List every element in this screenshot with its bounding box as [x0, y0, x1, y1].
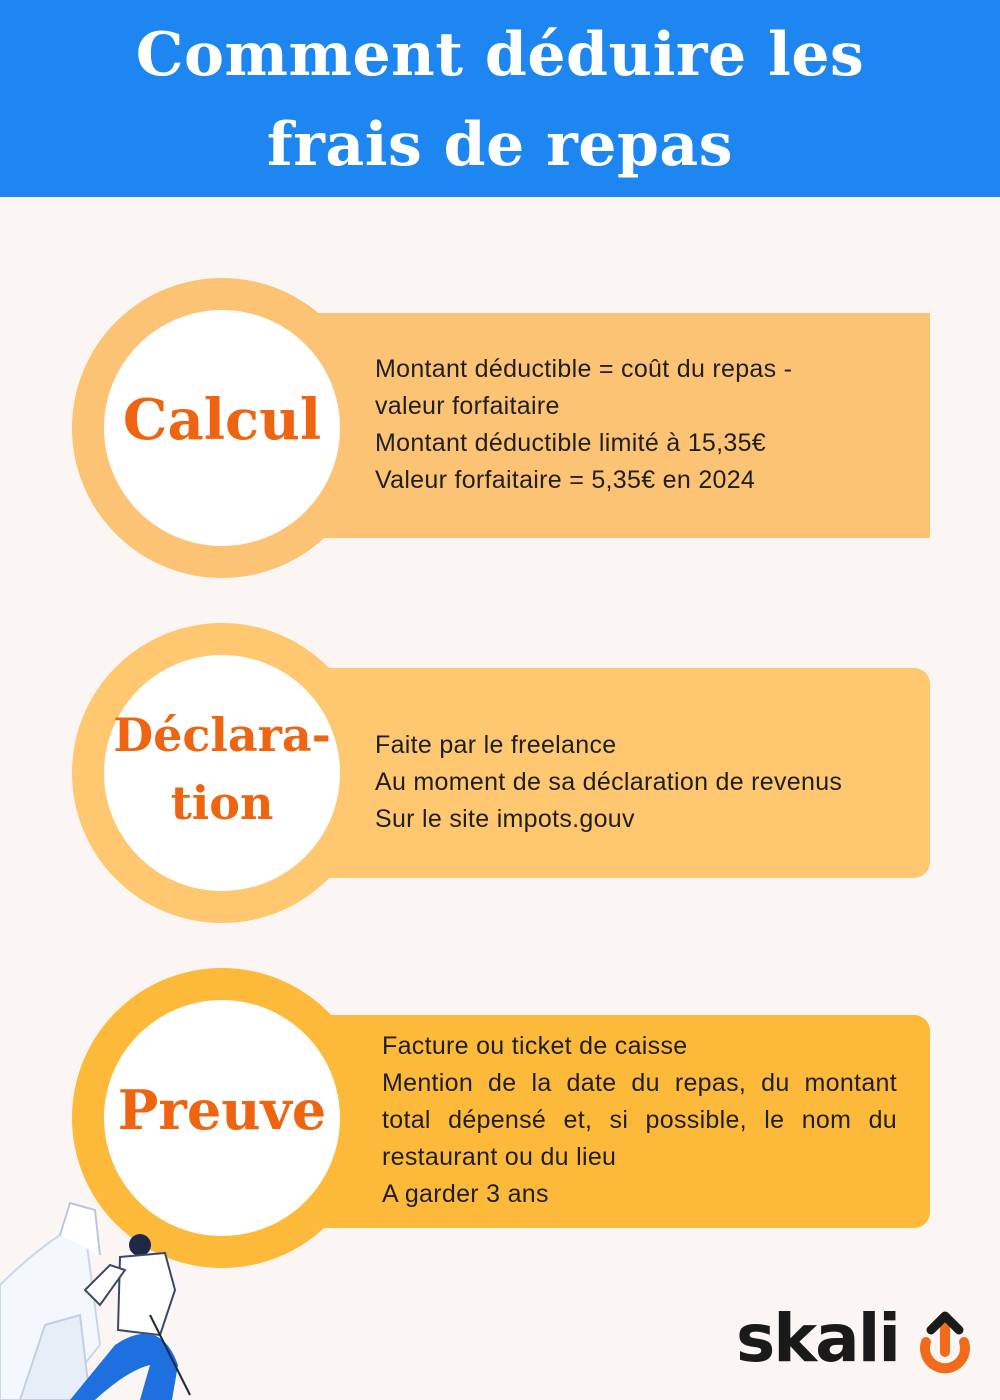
declaration-line-3: Sur le site impots.gouv — [375, 805, 635, 833]
declaration-line-1: Faite par le freelance — [375, 731, 617, 759]
text-preuve — [382, 1028, 897, 1213]
declaration-line-2: Au moment de sa déclaration de revenus — [375, 768, 843, 796]
section-calcul — [0, 278, 1000, 578]
header-banner — [0, 0, 1000, 197]
title-line-2: frais de repas — [266, 110, 734, 180]
label-calcul: Calcul — [122, 387, 322, 453]
title-line-1: Comment déduire les — [135, 20, 865, 90]
calcul-line-3: Montant déductible limité à 15,35€ — [375, 429, 766, 457]
label-declaration: Déclara- tion — [113, 708, 331, 830]
preuve-line-2: Mention de la date du repas, du montant total dépensé et, si possible, le nom du restaurant ou du lieu — [382, 1069, 897, 1171]
page-title — [0, 10, 1000, 190]
calcul-line-4: Valeur forfaitaire = 5,35€ en 2024 — [375, 466, 756, 494]
calcul-line-1: Montant déductible = coût du repas - — [375, 355, 793, 383]
text-declaration — [375, 727, 905, 838]
person-carrying-papers-illustration — [0, 1195, 200, 1400]
text-calcul — [375, 351, 895, 499]
calcul-line-2: valeur forfaitaire — [375, 392, 560, 420]
skalio-logo-arrow-icon — [914, 1308, 976, 1378]
skalio-logo — [736, 1300, 986, 1380]
logo-text: skali — [736, 1300, 899, 1377]
section-declaration — [0, 623, 1000, 923]
preuve-line-1: Facture ou ticket de caisse — [382, 1032, 688, 1060]
preuve-line-3: A garder 3 ans — [382, 1180, 549, 1208]
label-preuve: Preuve — [117, 1078, 327, 1142]
